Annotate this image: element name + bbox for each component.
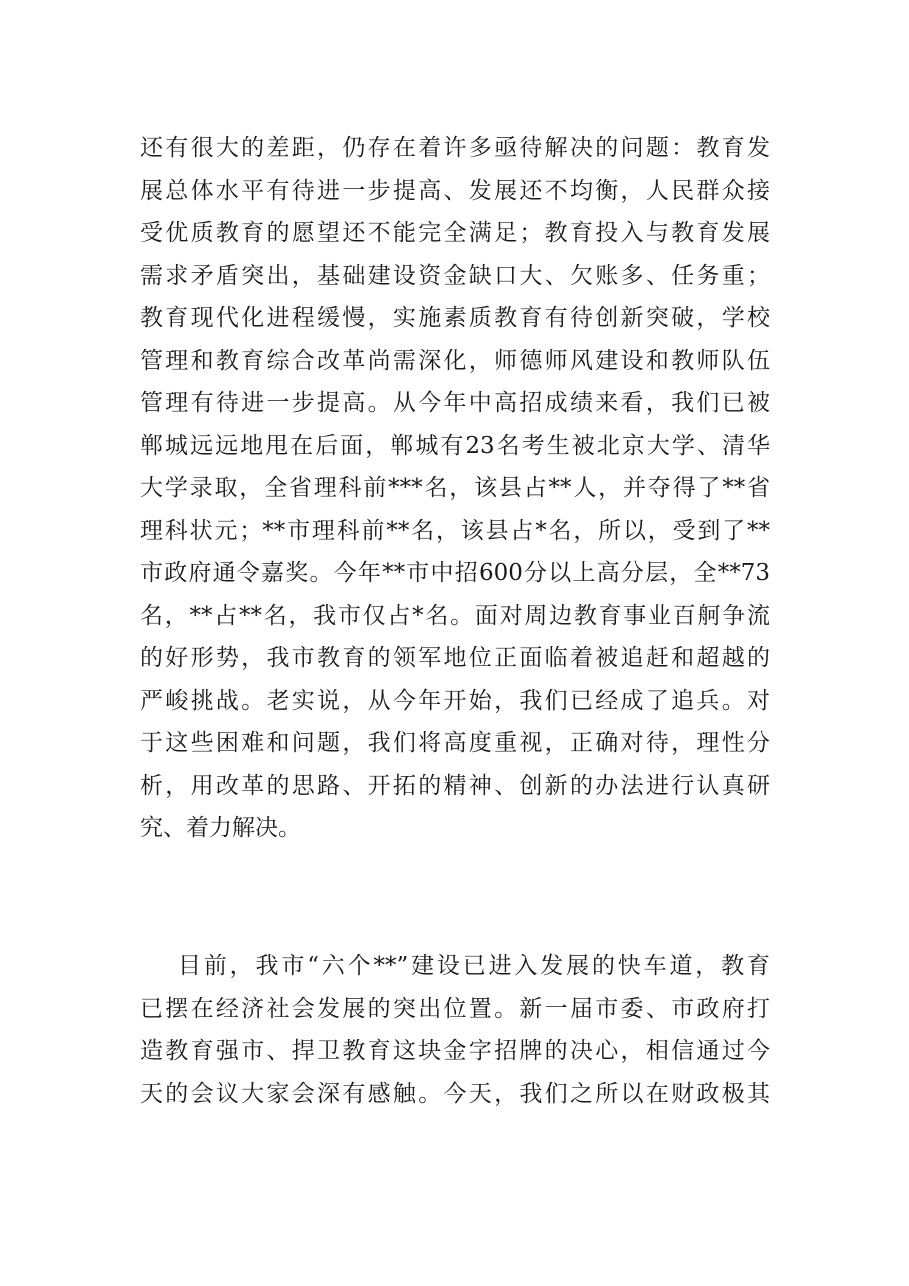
text-line: 郸城远远地甩在后面，郸城有23名考生被北京大学、清华 (140, 432, 770, 459)
text-line: 严峻挑战。老实说，从今年开始，我们已经成了追兵。对 (140, 687, 770, 714)
text-line: 教育现代化进程缓慢，实施素质教育有待创新突破，学校 (140, 305, 770, 331)
text-line: 造教育强市、捍卫教育这块金字招牌的决心，相信通过今 (140, 1038, 770, 1064)
text-line: 已摆在经济社会发展的突出位置。新一届市委、市政府打 (140, 995, 770, 1022)
paragraph-1 (140, 127, 770, 850)
text-line: 管理有待进一步提高。从今年中高招成绩来看，我们已被 (140, 390, 770, 416)
text-line: 析，用改革的思路、开拓的精神、创新的办法进行认真研 (140, 772, 770, 799)
text-line: 究、着力解决。 (140, 815, 301, 841)
paragraph-2 (140, 945, 770, 1115)
text-line: 大学录取，全省理科前***名，该县占**人，并夺得了**省 (140, 475, 770, 501)
text-line: 的好形势，我市教育的领军地位正面临着被追赶和超越的 (140, 645, 770, 671)
text-line: 还有很大的差距，仍存在着许多亟待解决的问题：教育发 (140, 135, 770, 161)
text-line: 市政府通令嘉奖。今年**市中招600分以上高分层，全**73 (140, 560, 770, 586)
text-line: 理科状元；**市理科前**名，该县占*名，所以，受到了** (140, 517, 770, 544)
text-line: 需求矛盾突出，基础建设资金缺口大、欠账多、任务重； (140, 262, 770, 289)
text-line: 展总体水平有待进一步提高、发展还不均衡，人民群众接 (140, 177, 770, 204)
text-line: 于这些困难和问题，我们将高度重视，正确对待，理性分 (140, 730, 770, 756)
text-line: 目前，我市“六个**”建设已进入发展的快车道，教育 (178, 953, 770, 979)
text-line: 受优质教育的愿望还不能完全满足；教育投入与教育发展 (140, 220, 770, 246)
text-line: 名，**占**名，我市仅占*名。面对周边教育事业百舸争流 (140, 602, 770, 629)
text-line: 天的会议大家会深有感触。今天，我们之所以在财政极其 (140, 1080, 770, 1107)
text-line: 管理和教育综合改革尚需深化，师德师风建设和教师队伍 (140, 347, 770, 374)
